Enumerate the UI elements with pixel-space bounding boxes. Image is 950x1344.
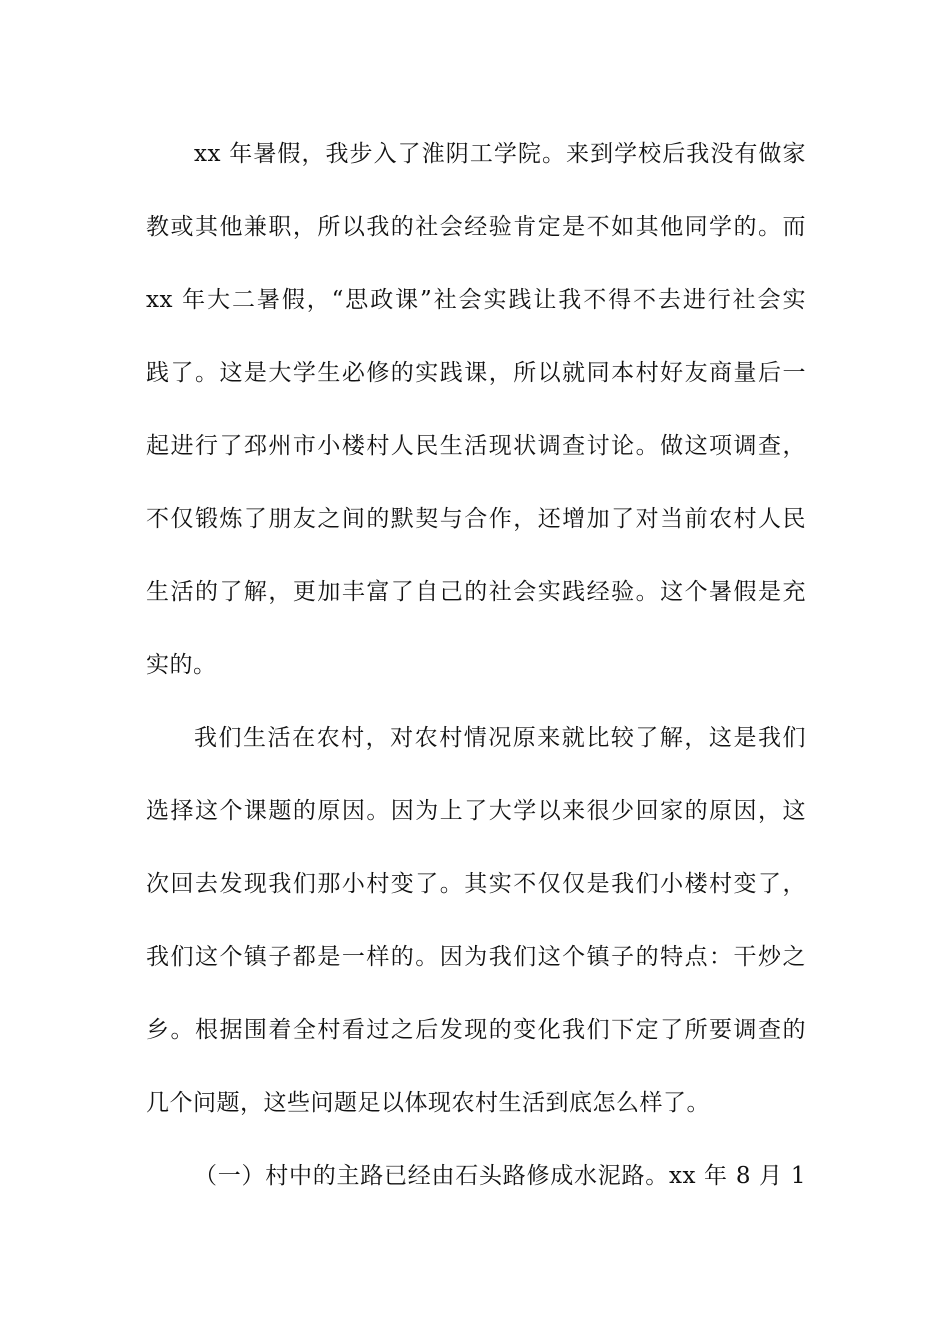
paragraph-line: 我们这个镇子都是一样的。因为我们这个镇子的特点：干炒之 xyxy=(146,944,806,970)
paragraph-line: 次回去发现我们那小村变了。其实不仅仅是我们小楼村变了， xyxy=(146,871,806,897)
paragraph-line: 乡。根据围着全村看过之后发现的变化我们下定了所要调查的 xyxy=(146,1017,806,1043)
paragraph-line: 选择这个课题的原因。因为上了大学以来很少回家的原因，这 xyxy=(146,798,806,824)
paragraph-line: 实的。 xyxy=(146,652,217,678)
paragraph-line: 几个问题，这些问题足以体现农村生活到底怎么样了。 xyxy=(146,1090,710,1116)
paragraph-line: 我们生活在农村，对农村情况原来就比较了解，这是我们 xyxy=(194,725,806,751)
paragraph-line: 生活的了解，更加丰富了自己的社会实践经验。这个暑假是充 xyxy=(146,579,806,605)
paragraph-line: 践了。这是大学生必修的实践课，所以就同本村好友商量后一 xyxy=(146,360,806,386)
paragraph-line: xx 年暑假，我步入了淮阴工学院。来到学校后我没有做家 xyxy=(194,141,806,167)
paragraph-line: （一）村中的主路已经由石头路修成水泥路。xx 年 8 月 1 xyxy=(194,1163,806,1189)
paragraph-line: xx 年大二暑假，“思政课”社会实践让我不得不去进行社会实 xyxy=(146,287,806,313)
paragraph-line: 教或其他兼职，所以我的社会经验肯定是不如其他同学的。而 xyxy=(146,214,806,240)
paragraph-line: 不仅锻炼了朋友之间的默契与合作，还增加了对当前农村人民 xyxy=(146,506,806,532)
paragraph-line: 起进行了邳州市小楼村人民生活现状调查讨论。做这项调查， xyxy=(146,433,806,459)
